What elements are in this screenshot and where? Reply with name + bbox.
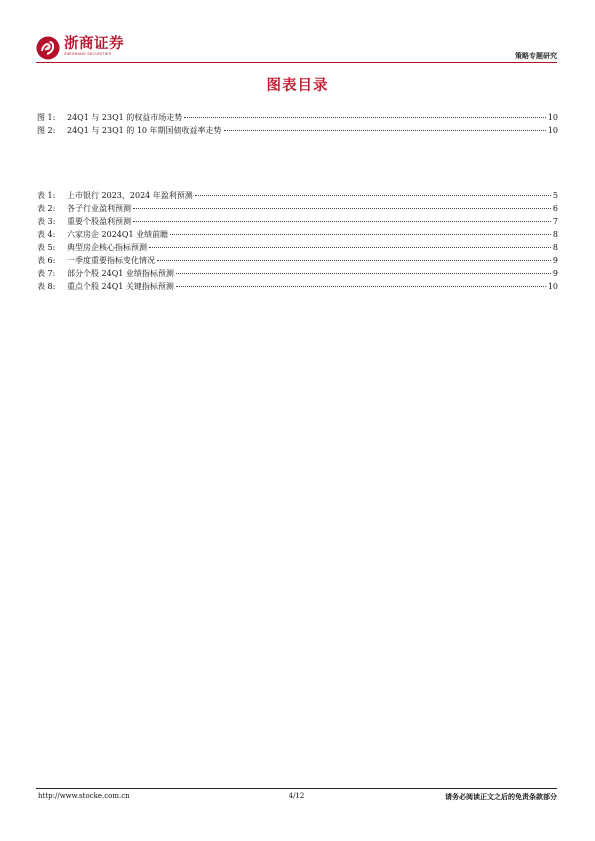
- entry-page: 9: [552, 256, 558, 265]
- report-type-label: 策略专题研究: [515, 51, 557, 60]
- entry-title: 六家房企 2024Q1 业绩前瞻: [67, 230, 169, 239]
- dot-leader: [176, 286, 546, 287]
- dot-leader: [133, 221, 551, 222]
- figure-list: [37, 112, 558, 138]
- dot-leader: [184, 117, 546, 118]
- toc-entry-figure-2[interactable]: [37, 125, 558, 138]
- toc-entry-table-2[interactable]: [37, 203, 558, 216]
- page-footer: [36, 788, 557, 801]
- entry-page: 10: [547, 126, 558, 135]
- entry-title: 部分个股 24Q1 业绩指标预测: [67, 269, 174, 278]
- entry-title: 24Q1 与 23Q1 的 10 年期国债收益率走势: [67, 126, 222, 135]
- entry-page: 6: [552, 204, 558, 213]
- entry-title: 各子行业盈利预测: [67, 204, 131, 213]
- entry-label: 图 1:: [37, 113, 56, 122]
- toc-entry-table-1[interactable]: [37, 190, 558, 203]
- entry-title: 上市银行 2023、2024 年盈利预测: [67, 191, 193, 200]
- entry-label: 图 2:: [37, 126, 56, 135]
- toc-entry-figure-1[interactable]: [37, 112, 558, 125]
- toc-entry-table-3[interactable]: [37, 216, 558, 229]
- zheshang-logo-icon: [36, 36, 60, 60]
- entry-label: 表 5:: [37, 243, 56, 252]
- toc-entry-table-7[interactable]: [37, 268, 558, 281]
- entry-title: 重点个股 24Q1 关键指标预测: [67, 282, 174, 291]
- company-logo: [36, 36, 124, 64]
- page-number: 4/12: [288, 792, 305, 800]
- entry-page: 10: [547, 113, 558, 122]
- toc-entry-table-5[interactable]: [37, 242, 558, 255]
- entry-label: 表 1:: [37, 191, 56, 200]
- entry-page: 9: [552, 269, 558, 278]
- dot-leader: [157, 260, 551, 261]
- entry-label: 表 6:: [37, 256, 56, 265]
- header-divider: [36, 62, 557, 63]
- dot-leader: [176, 273, 551, 274]
- entry-page: 7: [552, 217, 558, 226]
- toc-entry-table-8[interactable]: [37, 281, 558, 294]
- toc-entry-table-6[interactable]: [37, 255, 558, 268]
- entry-page: 5: [552, 191, 558, 200]
- toc-title: 图表目录: [266, 78, 329, 94]
- entry-page: 8: [552, 243, 558, 252]
- entry-label: 表 8:: [37, 282, 56, 291]
- table-list: [37, 190, 558, 294]
- entry-title: 重要个股盈利预测: [67, 217, 131, 226]
- entry-page: 8: [552, 230, 558, 239]
- entry-label: 表 7:: [37, 269, 56, 278]
- entry-title: 典型房企核心指标预测: [67, 243, 147, 252]
- toc-entry-table-4[interactable]: [37, 229, 558, 242]
- disclaimer-note: 请务必阅读正文之后的免责条款部分: [445, 792, 557, 801]
- dot-leader: [195, 195, 551, 196]
- dot-leader: [170, 234, 551, 235]
- entry-label: 表 4:: [37, 230, 56, 239]
- entry-page: 10: [547, 282, 558, 291]
- website-link[interactable]: http://www.stocke.com.cn: [38, 792, 130, 800]
- page-header: [36, 30, 557, 64]
- dot-leader: [149, 247, 551, 248]
- entry-title: 24Q1 与 23Q1 的权益市场走势: [67, 113, 183, 122]
- entry-label: 表 2:: [37, 204, 56, 213]
- entry-label: 表 3:: [37, 217, 56, 226]
- logo-english-name: ZHESHANG SECURITIES: [64, 52, 112, 56]
- dot-leader: [133, 208, 551, 209]
- entry-title: 一季度重要指标变化情况: [67, 256, 155, 265]
- logo-chinese-name: 浙商证券: [64, 36, 124, 52]
- dot-leader: [224, 130, 546, 131]
